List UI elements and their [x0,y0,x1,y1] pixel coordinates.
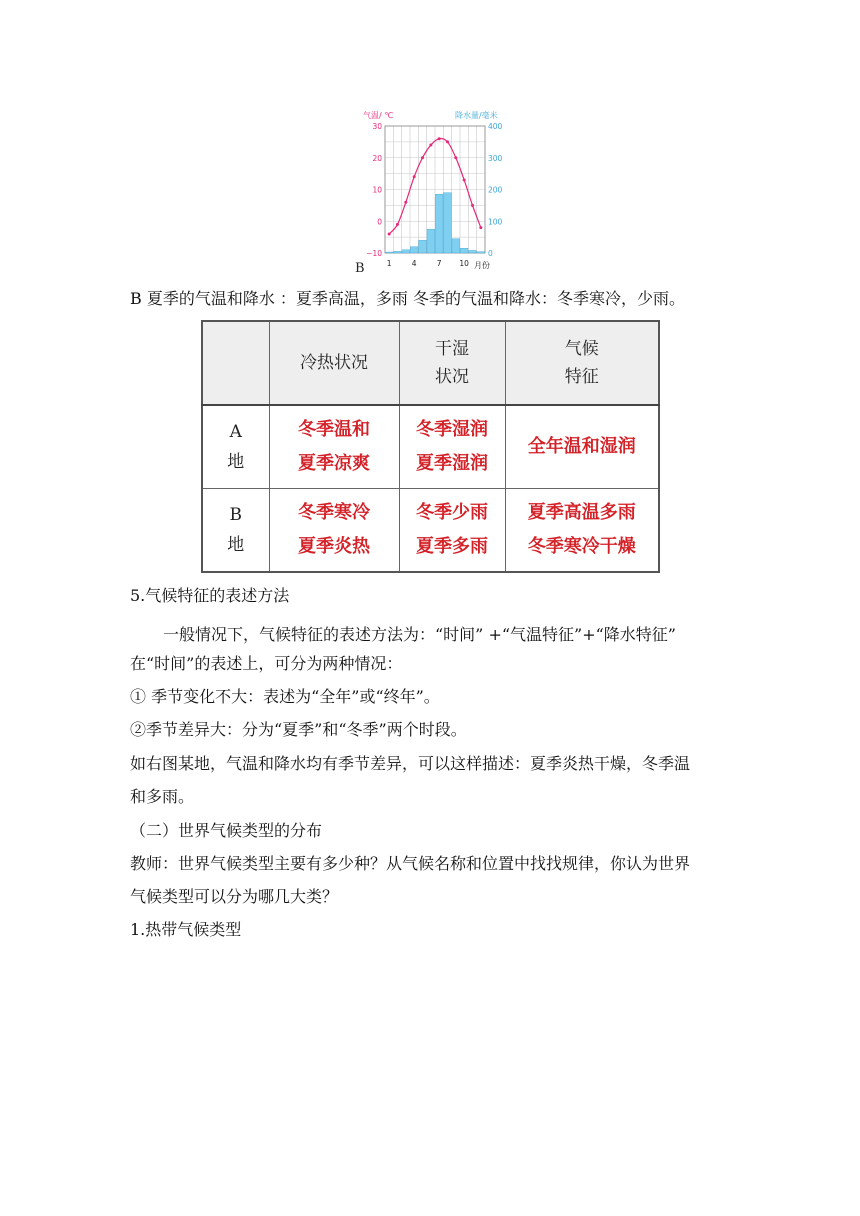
temperature-point [421,156,424,159]
paragraph-example: 如右图某地，气温和降水均有季节差异，可以这样描述：夏季炎热干燥，冬季温 [130,754,691,773]
paragraph-teacher-cont: 气候类型可以分为哪几大类？ [130,887,339,906]
y-left-tick: 20 [372,153,382,163]
x-tick: 10 [459,259,469,268]
x-tick: 7 [436,259,442,268]
precip-bar [419,240,427,253]
header-temp: 冷热状况 [269,321,399,405]
header-climate: 气候 特征 [505,321,659,405]
precip-bar [427,229,435,253]
precip-bar [402,250,410,253]
y-right-label: 降水量/毫米 [455,111,498,120]
paragraph-example-cont: 和多雨。 [130,787,195,806]
row-b-temp: 冬季寒冷 夏季炎热 [269,489,399,573]
precip-bar [394,251,402,253]
paragraph-case-2: ②季节差异大：分为“夏季”和“冬季”两个时段。 [130,720,467,739]
y-left-tick: 10 [372,185,382,195]
row-a-temp: 冬季温和 夏季凉爽 [269,405,399,489]
y-right-tick: 0 [488,249,493,258]
y-right-tick: 200 [488,185,503,195]
paragraph-method: 一般情况下，气候特征的表述方法为：“时间” +“气温特征”+“降水特征” [163,625,676,644]
paragraph-teacher: 教师：世界气候类型主要有多少种？从气候名称和位置中找找规律，你认为世界 [130,854,691,873]
climate-table [201,320,658,570]
y-right-tick: 100 [488,217,503,227]
paragraph-time: 在“时间”的表述上，可分为两种情况： [130,654,403,673]
temperature-point [471,204,474,207]
temperature-point [404,201,407,204]
temperature-point [463,178,466,181]
row-b-climate: 夏季高温多雨 冬季寒冷干燥 [505,489,659,573]
y-left-label: 气温/ ℃ [363,111,394,120]
table-row-a [202,405,659,489]
table-header-row [202,321,659,405]
temperature-point [388,232,391,235]
row-b-moisture: 冬季少雨 夏季多雨 [399,489,505,573]
temperature-point [429,144,432,147]
precip-bar [452,239,460,253]
row-a-climate: 全年温和湿润 [505,405,659,489]
section-heading-5: 5.气候特征的表述方法 [130,586,290,605]
precip-bar [460,248,468,253]
section-heading-tropical: 1.热带气候类型 [130,920,242,939]
precip-bar [435,194,443,253]
row-a-moisture: 冬季湿润 夏季湿润 [399,405,505,489]
y-right-tick: 400 [488,122,503,131]
temperature-point [438,137,441,140]
temperature-point [454,156,457,159]
y-left-tick: −10 [366,249,382,258]
row-a-label: A 地 [202,405,269,489]
x-unit-label: 月份 [474,261,490,270]
precip-bar [469,250,477,253]
climate-chart-svg [355,108,530,276]
paragraph-case-1: ① 季节变化不大：表述为“全年”或“终年”。 [130,687,440,706]
temperature-point [446,140,449,143]
header-empty-cell [202,321,269,405]
table-row-b [202,489,659,573]
temperature-point [413,175,416,178]
x-tick: 1 [386,259,392,268]
row-b-label: B 地 [202,489,269,573]
y-right-tick: 300 [488,153,503,163]
climate-chart [355,108,530,276]
summary-line: B 夏季的气温和降水 ：夏季高温，多雨 冬季的气温和降水：冬季寒冷，少雨。 [130,289,686,308]
header-moisture: 干湿 状况 [399,321,505,405]
temperature-point [479,226,482,229]
chart-corner-label: B [355,261,365,276]
temperature-point [396,223,399,226]
x-tick: 4 [411,259,417,268]
precip-bar [477,252,485,253]
precip-bar [385,252,393,253]
precip-bar [410,247,418,253]
y-left-tick: 30 [372,122,382,131]
y-left-tick: 0 [377,217,382,227]
precip-bar [444,193,452,253]
chart-grid [385,126,485,253]
section-heading-2: （二）世界气候类型的分布 [130,821,323,840]
